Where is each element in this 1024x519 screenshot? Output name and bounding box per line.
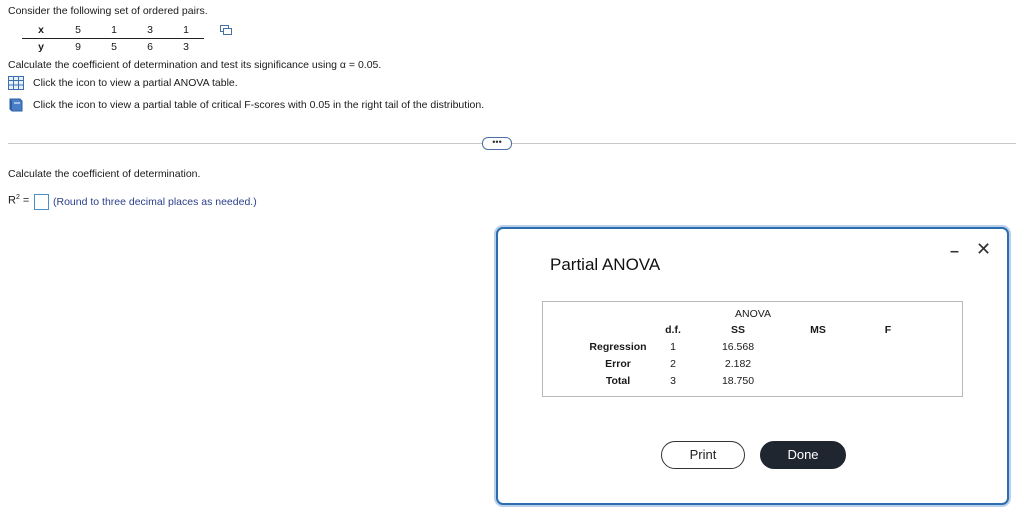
regression-df: 1 bbox=[670, 341, 676, 353]
print-button[interactable]: Print bbox=[661, 441, 745, 469]
done-button[interactable]: Done bbox=[760, 441, 846, 469]
ordered-pairs-table bbox=[22, 22, 204, 55]
x-value: 1 bbox=[96, 22, 132, 39]
close-icon[interactable]: ✕ bbox=[976, 239, 992, 259]
column-header-f: F bbox=[884, 324, 892, 336]
answer-prompt: Calculate the coefficient of determination. bbox=[8, 168, 201, 180]
y-value: 9 bbox=[75, 41, 81, 53]
column-header-ss: SS bbox=[730, 324, 745, 336]
row-label-error: Error bbox=[605, 358, 631, 370]
y-value: 6 bbox=[147, 41, 153, 53]
anova-table bbox=[542, 301, 963, 397]
r2-label bbox=[8, 194, 29, 207]
error-ss: 2.182 bbox=[724, 358, 752, 370]
question-intro: Consider the following set of ordered pairs. bbox=[8, 5, 208, 17]
x-value: 1 bbox=[168, 22, 204, 39]
row-label-total: Total bbox=[605, 375, 631, 387]
y-value: 5 bbox=[111, 41, 117, 53]
copy-data-icon[interactable] bbox=[220, 25, 232, 35]
y-value: 3 bbox=[183, 41, 189, 53]
r2-answer-input[interactable] bbox=[34, 194, 49, 210]
regression-ss: 16.568 bbox=[721, 341, 755, 353]
r-superscript: 2 bbox=[15, 194, 20, 201]
table-grid-icon[interactable] bbox=[8, 76, 24, 90]
anova-link-text[interactable]: Click the icon to view a partial ANOVA table. bbox=[33, 77, 238, 89]
expand-more-button[interactable]: ••• bbox=[482, 137, 512, 150]
column-header-ms: MS bbox=[810, 324, 826, 336]
x-header: x bbox=[22, 22, 60, 39]
anova-table-title: ANOVA bbox=[735, 308, 771, 320]
row-label-regression: Regression bbox=[589, 341, 647, 353]
section-divider bbox=[8, 143, 1016, 144]
error-df: 2 bbox=[670, 358, 676, 370]
y-header: y bbox=[38, 41, 44, 53]
total-df: 3 bbox=[670, 375, 676, 387]
instruction-text: Calculate the coefficient of determination and test its significance using α = 0.05. bbox=[8, 59, 382, 71]
fscores-link-text[interactable]: Click the icon to view a partial table of critical F-scores with 0.05 in the right tail of the distribution. bbox=[33, 99, 485, 111]
dialog-title: Partial ANOVA bbox=[550, 255, 661, 274]
book-icon[interactable] bbox=[8, 98, 24, 112]
r-symbol: R bbox=[8, 194, 16, 207]
x-value: 5 bbox=[60, 22, 96, 39]
x-value: 3 bbox=[132, 22, 168, 39]
equals-sign: = bbox=[22, 194, 30, 207]
partial-anova-dialog bbox=[496, 227, 1009, 505]
minimize-icon[interactable]: – bbox=[950, 243, 959, 260]
rounding-hint: (Round to three decimal places as needed.) bbox=[53, 196, 257, 208]
total-ss: 18.750 bbox=[721, 375, 755, 387]
column-header-df: d.f. bbox=[665, 324, 681, 336]
